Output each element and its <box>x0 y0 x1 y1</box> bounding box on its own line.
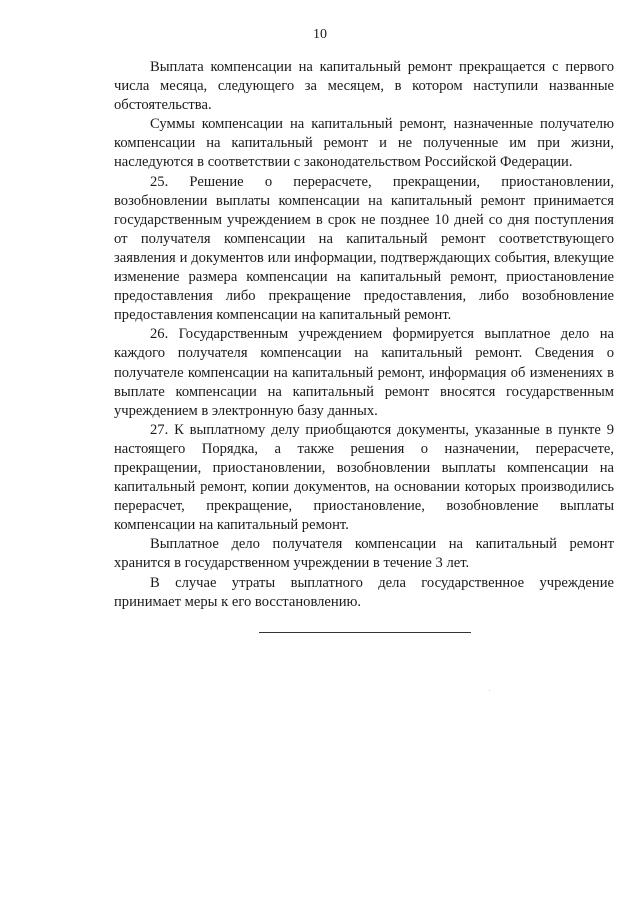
paragraph: Суммы компенсации на капитальный ремонт, назначенные получателю компенсации на капитальный ремонт и не полученные им при жизни, наследуются в соответствии с законодательством Российской Федерации. <box>114 116 614 171</box>
paragraph: В случае утраты выплатного дела государственное учреждение принимает меры к его восстановлению. <box>114 574 614 610</box>
paragraph: 26. Государственным учреждением формируется выплатное дело на каждого получателя компенсации на капитальный ремонт. Сведения о получателе компенсации на капитальный ремонт, информация об изменениях в выплате компенсации на капитальный ремонт вносятся государственным учреждением в электронную базу данных. <box>114 326 614 419</box>
page-number: 10 <box>313 27 327 42</box>
paragraph: 25. Решение о перерасчете, прекращении, приостановлении, возобновлении выплаты компенсации на капитальный ремонт принимается государственным учреждением в срок не позднее 10 дней со дня поступления от получателя компенсации на капитальный ремонт соответствующего заявления и документов или информации, подтверждающих события, влекущие изменение размера компенсации на капитальный ремонт, приостановление предоставления либо прекращение предоставления, либо возобновление предоставления компенсации на капитальный ремонт. <box>114 173 614 324</box>
document-body <box>114 58 614 612</box>
paragraph: Выплатное дело получателя компенсации на капитальный ремонт хранится в государственном учреждении в течение 3 лет. <box>114 536 614 572</box>
paragraph: Выплата компенсации на капитальный ремонт прекращается с первого числа месяца, следующего за месяцем, в котором наступили названные обстоятельства. <box>114 59 614 114</box>
end-divider <box>259 632 471 633</box>
scan-speck <box>489 690 490 691</box>
paragraph: 27. К выплатному делу приобщаются документы, указанные в пункте 9 настоящего Порядка, а также решения о назначении, перерасчете, прекращении, приостановлении, возобновлении выплаты компенсации на капитальный ремонт, копии документов, на основании которых производились перерасчет, прекращение, приостановление, возобновление выплаты компенсации на капитальный ремонт. <box>114 421 614 534</box>
